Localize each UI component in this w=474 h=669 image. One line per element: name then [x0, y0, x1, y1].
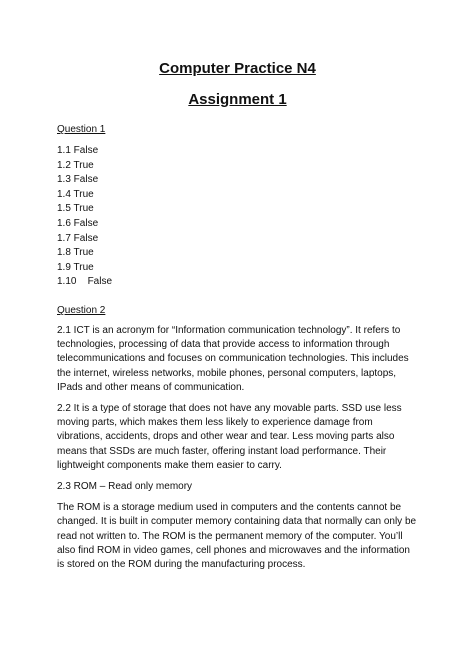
answer-item: 1.3 False: [57, 174, 99, 186]
answer-item: 1.2 True: [57, 159, 94, 171]
answer-item: 1.10 False: [57, 276, 113, 288]
document-subtitle: Assignment 1: [188, 91, 287, 108]
answer-2-3-paragraph: The ROM is a storage medium used in computers and the contents cannot be changed. It is built in computer memory containing data that normally can only be read not written to. The ROM is the permanent memory of the computer. You’ll also find ROM in video games, cell phones and microwaves and the information is stored on the ROM during the manufacturing process.: [57, 502, 417, 570]
answer-item: 1.1 False: [57, 145, 99, 156]
question-2-heading: Question 2: [57, 304, 106, 316]
question-1-heading: Question 1: [57, 124, 106, 135]
answer-item: 1.4 True: [57, 188, 94, 200]
answer-2-1-paragraph: 2.1 ICT is an acronym for “Information communication technology”. It refers to technologies, processing of data that provide access to information through telecommunications and focuses on communication technologies. This includes the internet, wireless networks, mobile phones, personal computers, laptops, IPads and other means of communication.: [57, 324, 409, 393]
answer-2-2-paragraph: 2.2 It is a type of storage that does not have any movable parts. SSD use less moving parts, which makes them less likely to experience damage from vibrations, accidents, drops and other wear and tear. Less moving parts also means that SSDs are much faster, offering instant load performance. Their lightweight components make them easier to carry.: [57, 402, 402, 471]
answer-item: 1.8 True: [57, 247, 94, 259]
answer-2-3-heading: 2.3 ROM – Read only memory: [57, 480, 193, 492]
question-1-answer-list: [57, 144, 418, 290]
answer-item: 1.6 False: [57, 217, 99, 229]
answer-item: 1.5 True: [57, 203, 94, 215]
answer-item: 1.7 False: [57, 232, 99, 244]
answer-item: 1.9 True: [57, 261, 94, 273]
document-title: Computer Practice N4: [159, 60, 316, 77]
